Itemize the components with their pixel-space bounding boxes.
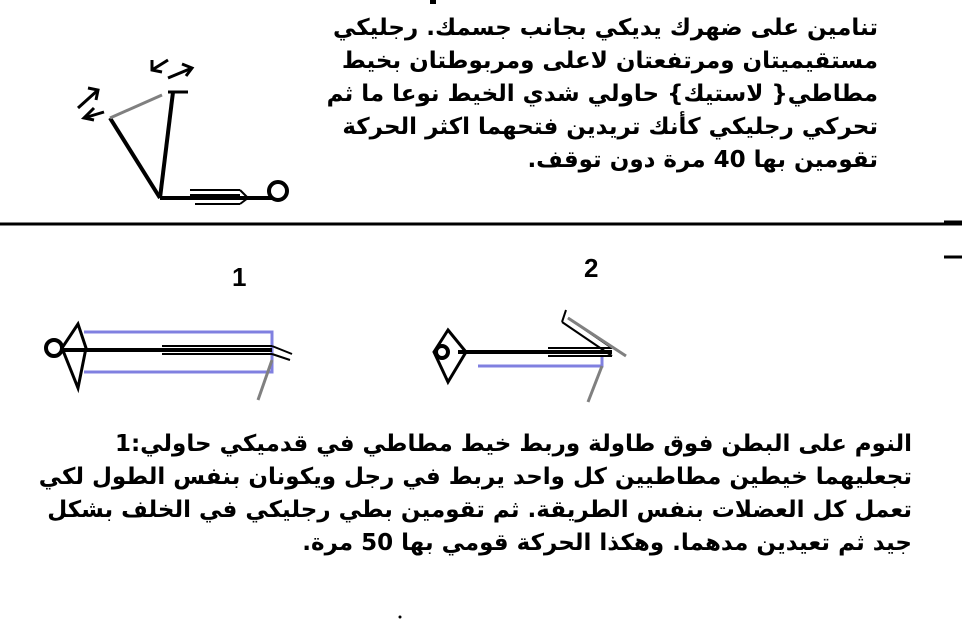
- foot-fig1-a: [272, 346, 292, 354]
- leg-left: [110, 118, 160, 198]
- bottom-line-3: تعمل كل العضلات بنفس الطريقة. ثم تقومين بطي رجليكي في الخلف بشكل: [47, 497, 912, 523]
- top-instructions: [300, 12, 878, 177]
- table-leg: [258, 360, 272, 400]
- foot-fig2: [562, 310, 566, 322]
- head-shape: [62, 324, 86, 388]
- top-line-1: تنامين على ضهرك يديكي بجانب جسمك. رجليكي: [332, 15, 878, 41]
- figure-2-number: 2: [584, 253, 599, 283]
- figure-1-lying-on-stomach: [46, 324, 292, 400]
- head-icon-fig1: [46, 340, 62, 356]
- head-icon: [269, 182, 287, 200]
- motion-arrows-icon: [78, 60, 192, 120]
- bottom-line-2: تجعليهما خيطين مطاطيين كل واحد يربط في رجل ويكونان بنفس الطول لكي: [38, 464, 912, 490]
- head-icon-fig2: [436, 346, 448, 358]
- stray-dot: [399, 616, 402, 619]
- table-leg-fig2: [588, 366, 602, 402]
- top-line-4: تحركي رجليكي كأنك تريدين فتحهما اكثر الحركة: [342, 114, 878, 140]
- top-line-5: تقومين بها 40 مرة دون توقف.: [527, 147, 878, 173]
- foot-fig1-b: [272, 354, 290, 360]
- bottom-instructions: [40, 428, 912, 560]
- figure-lying-on-back: [78, 60, 287, 204]
- stray-mark-top: [430, 0, 436, 4]
- figure-1-number: 1: [232, 262, 247, 292]
- elastic-band: [110, 95, 162, 118]
- table-outline-fig2: [478, 356, 602, 366]
- figure-2-legs-bent: [434, 310, 626, 402]
- leg-right: [160, 92, 173, 198]
- top-line-3: مطاطي{ لاستيك} حاولي شدي الخيط نوعا ما ثم: [326, 81, 878, 107]
- bottom-line-4: جيد ثم تعيدين مدهما. وهكذا الحركة قومي بها 50 مرة.: [302, 530, 912, 556]
- bottom-line-1: النوم على البطن فوق طاولة وربط خيط مطاطي في قدميكي حاولي:1: [114, 431, 912, 457]
- top-line-2: مستقيميتان ومرتفعتان لاعلى ومربوطتان بخيط: [341, 48, 878, 74]
